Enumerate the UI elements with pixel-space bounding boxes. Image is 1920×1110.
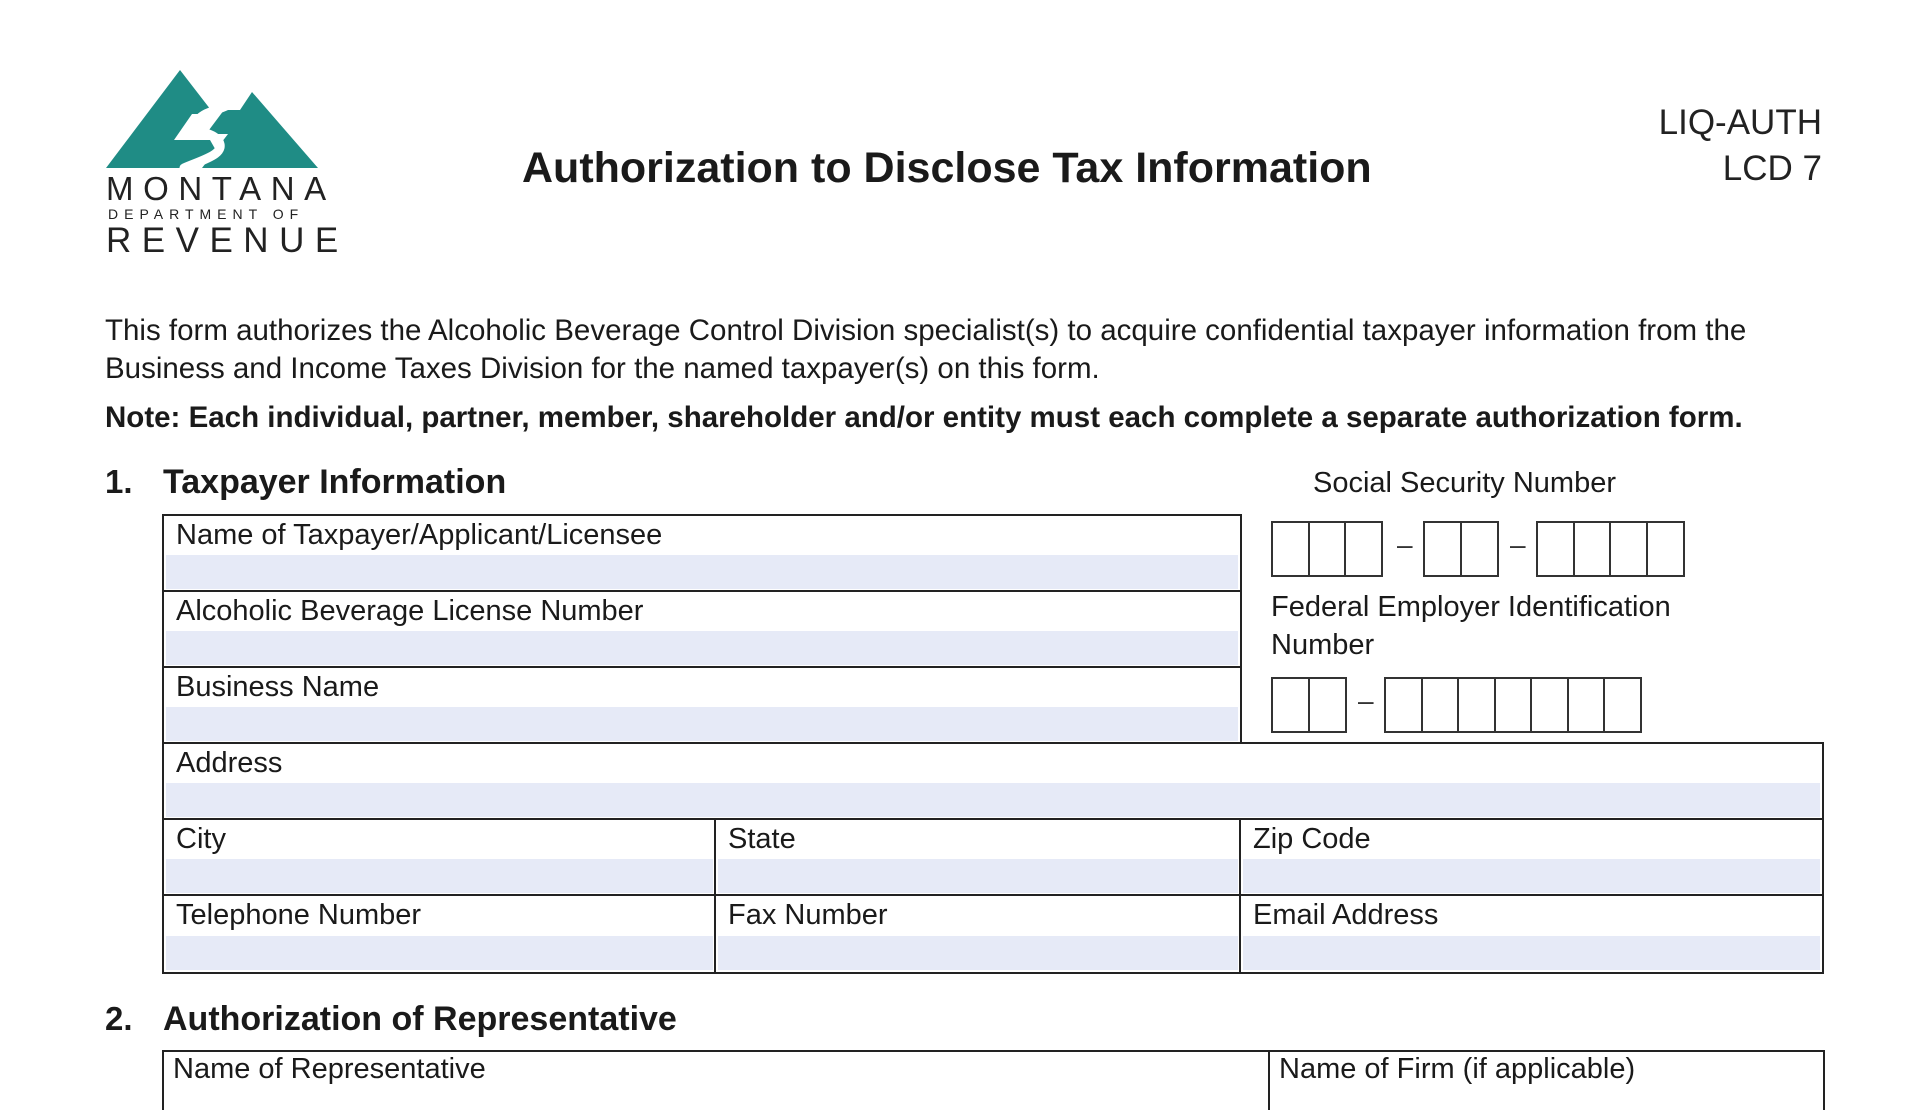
ssn-digit-box[interactable] bbox=[1609, 521, 1648, 577]
business-name-field[interactable] bbox=[162, 666, 1242, 745]
logo-text-department: DEPARTMENT OF bbox=[108, 206, 305, 222]
fein-digit-box[interactable] bbox=[1421, 677, 1460, 733]
fein-digit-box[interactable] bbox=[1308, 677, 1347, 733]
ssn-group-3[interactable] bbox=[1536, 521, 1682, 577]
fein-digit-box[interactable] bbox=[1530, 677, 1569, 733]
ssn-digit-box[interactable] bbox=[1460, 521, 1499, 577]
city-field[interactable] bbox=[162, 818, 717, 897]
firm-name-label: Name of Firm (if applicable) bbox=[1279, 1053, 1636, 1085]
license-number-label: Alcoholic Beverage License Number bbox=[176, 595, 644, 627]
email-label: Email Address bbox=[1253, 899, 1439, 931]
ssn-group-1[interactable] bbox=[1271, 521, 1381, 577]
fein-digit-box[interactable] bbox=[1271, 677, 1310, 733]
fein-digit-box[interactable] bbox=[1567, 677, 1606, 733]
mountain-logo-icon bbox=[106, 70, 318, 170]
state-label: State bbox=[728, 823, 796, 855]
zip-code-field[interactable] bbox=[1239, 818, 1824, 897]
firm-name-field[interactable] bbox=[1268, 1050, 1825, 1110]
state-field[interactable] bbox=[714, 818, 1242, 897]
fein-digit-box[interactable] bbox=[1494, 677, 1533, 733]
city-label: City bbox=[176, 823, 226, 855]
email-field[interactable] bbox=[1239, 894, 1824, 974]
zip-code-label: Zip Code bbox=[1253, 823, 1371, 855]
fein-label-line2: Number bbox=[1271, 629, 1375, 661]
fein-label bbox=[1271, 588, 1671, 664]
ssn-digit-box[interactable] bbox=[1423, 521, 1462, 577]
fein-label-line1: Federal Employer Identification bbox=[1271, 591, 1671, 623]
intro-paragraph: This form authorizes the Alcoholic Beverage Control Division specialist(s) to acquire confidential taxpayer information from the Business and Income Taxes Division for the named taxpayer(s) on this form. bbox=[105, 314, 1747, 385]
fein-digit-box[interactable] bbox=[1603, 677, 1642, 733]
representative-name-label: Name of Representative bbox=[173, 1053, 486, 1085]
ssn-digit-box[interactable] bbox=[1308, 521, 1347, 577]
ssn-digit-box[interactable] bbox=[1573, 521, 1612, 577]
license-number-field[interactable] bbox=[162, 590, 1242, 669]
ssn-digit-box[interactable] bbox=[1344, 521, 1383, 577]
section2-number: 2. bbox=[105, 1000, 133, 1037]
note-paragraph: Note: Each individual, partner, member, shareholder and/or entity must each complete a separate authorization form. bbox=[105, 401, 1743, 434]
taxpayer-name-label: Name of Taxpayer/Applicant/Licensee bbox=[176, 519, 663, 551]
telephone-label: Telephone Number bbox=[176, 899, 422, 931]
fein-group-2[interactable] bbox=[1384, 677, 1640, 733]
montana-dor-logo bbox=[104, 70, 349, 260]
taxpayer-name-field[interactable] bbox=[162, 514, 1242, 593]
form-version: LCD 7 bbox=[1722, 149, 1822, 188]
section2-title: Authorization of Representative bbox=[163, 1000, 677, 1038]
business-name-label: Business Name bbox=[176, 671, 380, 703]
ssn-digit-box[interactable] bbox=[1271, 521, 1310, 577]
ssn-digit-box[interactable] bbox=[1646, 521, 1685, 577]
logo-text-revenue: REVENUE bbox=[106, 221, 349, 260]
form-code-block bbox=[1659, 100, 1822, 192]
section1-title: Taxpayer Information bbox=[163, 463, 507, 501]
fein-digit-box[interactable] bbox=[1384, 677, 1423, 733]
address-field[interactable] bbox=[162, 742, 1824, 821]
ssn-dash: – bbox=[1397, 529, 1413, 560]
fax-field[interactable] bbox=[714, 894, 1242, 974]
fax-label: Fax Number bbox=[728, 899, 888, 931]
address-label: Address bbox=[176, 747, 283, 779]
fein-group-1[interactable] bbox=[1271, 677, 1344, 733]
fein-digit-box[interactable] bbox=[1457, 677, 1496, 733]
form-code: LIQ-AUTH bbox=[1658, 103, 1822, 142]
representative-name-field[interactable] bbox=[162, 1050, 1271, 1110]
page-title: Authorization to Disclose Tax Information bbox=[522, 144, 1372, 192]
ssn-digit-box[interactable] bbox=[1536, 521, 1575, 577]
ssn-group-2[interactable] bbox=[1423, 521, 1496, 577]
logo-text-montana: MONTANA bbox=[106, 170, 336, 207]
ssn-label: Social Security Number bbox=[1313, 467, 1616, 499]
fein-dash: – bbox=[1358, 685, 1374, 716]
section1-number: 1. bbox=[105, 463, 133, 500]
ssn-dash: – bbox=[1510, 529, 1526, 560]
telephone-field[interactable] bbox=[162, 894, 717, 974]
